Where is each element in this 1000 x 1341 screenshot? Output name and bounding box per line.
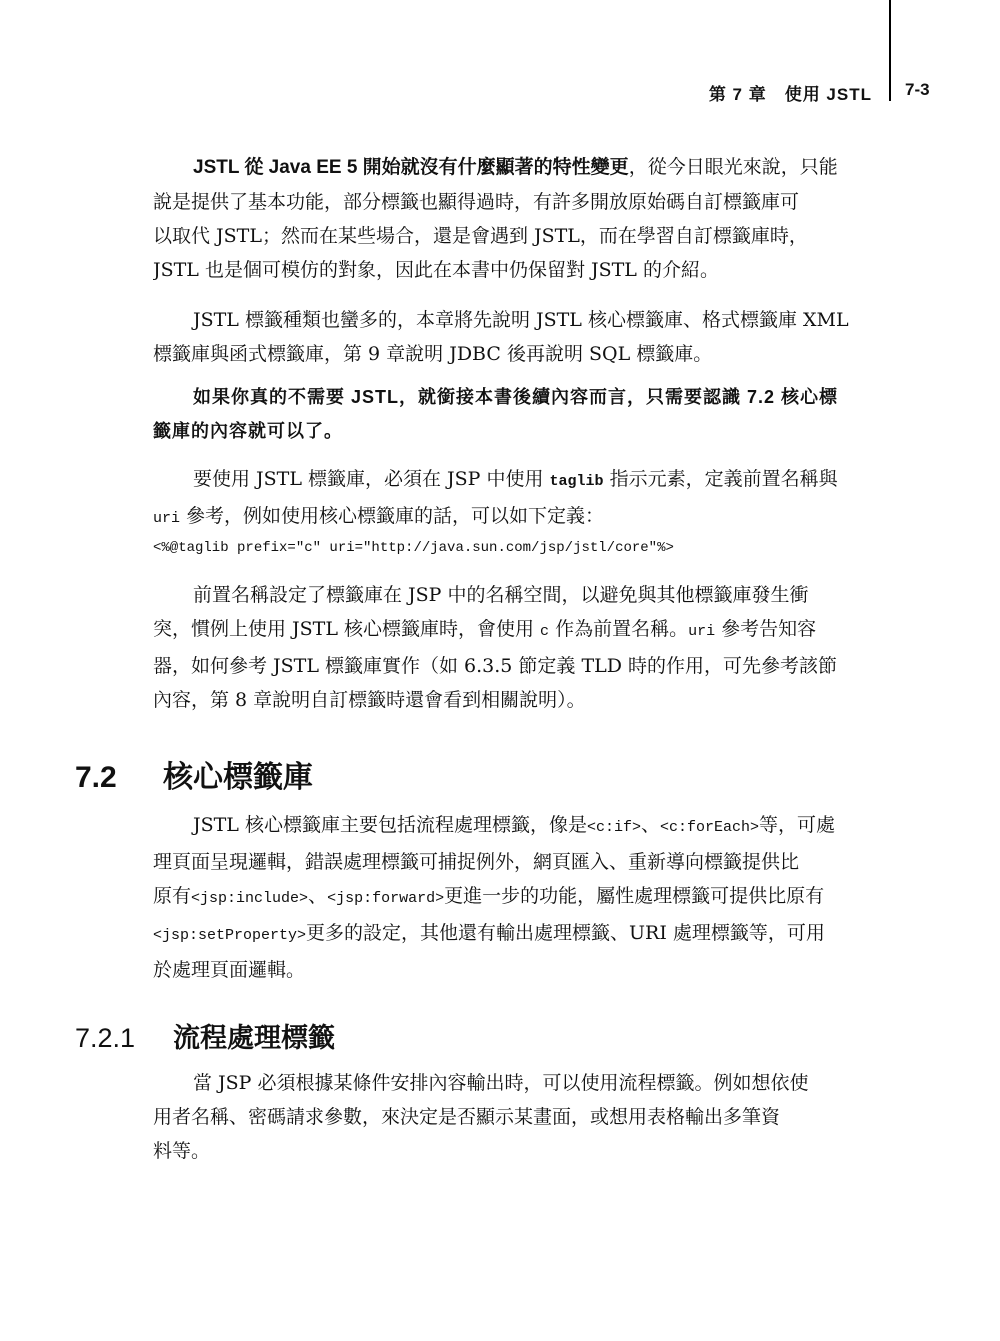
paragraph-text: 、 (308, 885, 328, 907)
note-line: 如果你真的不需要 JSTL，就銜接本書後續內容而言，只需要認識 7.2 核心標 (193, 387, 839, 407)
paragraph-line: 用者名稱、密碼請求參數，來決定是否顯示某畫面，或想用表格輸出多筆資 (153, 1106, 781, 1128)
paragraph-line: JSTL 標籤種類也蠻多的，本章將先說明 JSTL 核心標籤庫、格式標籤庫 XML (193, 309, 849, 331)
inline-code-c-if: <c:if> (586, 819, 641, 836)
paragraph-text: 原有 (153, 885, 192, 907)
paragraph-line: 當 JSP 必須根據某條件安排內容輸出時，可以使用流程標籤。例如想依使 (193, 1072, 809, 1094)
code-block-taglib-directive: <%@taglib prefix="c" uri="http://java.sun.com/jsp/jstl/core"%> (153, 540, 674, 556)
paragraph-taglib-usage (153, 462, 891, 536)
paragraph-line: 標籤庫與函式標籤庫，第 9 章說明 JDBC 後再說明 SQL 標籤庫。 (153, 343, 713, 365)
inline-code-taglib: taglib (549, 473, 604, 490)
paragraph-text: 更進一步的功能，屬性處理標籤可提供比原有 (444, 885, 825, 907)
running-title: 第 7 章 使用 JSTL (708, 85, 872, 104)
paragraph-intro-text: ，從今日眼光來說，只能 (628, 156, 838, 178)
paragraph-core-tags (153, 808, 891, 987)
paragraph-text: 要使用 JSTL 標籤庫，必須在 JSP 中使用 (193, 468, 550, 490)
paragraph-line: 理頁面呈現邏輯，錯誤處理標籤可捕捉例外，網頁匯入、重新導向標籤提供比 (153, 851, 800, 873)
paragraph-text: 、 (640, 814, 660, 836)
paragraph-line: 於處理頁面邏輯。 (153, 959, 306, 981)
inline-code-c-foreach: <c:forEach> (660, 819, 760, 836)
section-heading-7-2-1 (75, 1016, 335, 1055)
paragraph-text: 突，慣例上使用 JSTL 核心標籤庫時，會使用 (153, 618, 541, 640)
inline-code-jsp-include: <jsp:include> (191, 890, 309, 907)
section-heading-7-2 (75, 752, 313, 796)
note-line: 籤庫的內容就可以了。 (153, 421, 343, 441)
paragraph-text: 參考，例如使用核心標籤庫的話，可以如下定義： (180, 505, 605, 527)
paragraph-line: 說是提供了基本功能，部分標籤也顯得過時，有許多開放原始碼自訂標籤庫可 (153, 191, 800, 213)
inline-code-uri: uri (153, 510, 181, 527)
paragraph-text: JSTL 核心標籤庫主要包括流程處理標籤，像是 (193, 814, 587, 836)
section-title: 流程處理標籤 (173, 1023, 335, 1053)
paragraph-line: 內容，第 8 章說明自訂標籤時還會看到相關說明）。 (153, 689, 586, 711)
paragraph-prefix-explanation (153, 578, 891, 717)
paragraph-flow-tags (153, 1066, 891, 1168)
paragraph-text: 參考告知容 (715, 618, 817, 640)
paragraph-line: 以取代 JSTL；然而在某些場合，還是會遇到 JSTL，而在學習自訂標籤庫時， (153, 225, 808, 247)
inline-code-jsp-forward: <jsp:forward> (327, 890, 445, 907)
paragraph-text: 等，可處 (759, 814, 836, 836)
paragraph-intro-bold: JSTL 從 Java EE 5 開始就沒有什麼顯著的特性變更 (193, 157, 629, 178)
header-vertical-rule (889, 0, 891, 101)
paragraph-line: JSTL 也是個可模仿的對象，因此在本書中仍保留對 JSTL 的介紹。 (153, 259, 719, 281)
section-title: 核心標籤庫 (163, 761, 313, 794)
note-paragraph (153, 380, 891, 448)
section-number: 7.2 (75, 761, 117, 794)
paragraph-text: 更多的設定，其他還有輸出處理標籤、URI 處理標籤等，可用 (306, 922, 825, 944)
paragraph-tag-types (153, 303, 891, 371)
page-number: 7-3 (905, 80, 930, 99)
paragraph-line: 器，如何參考 JSTL 標籤庫實作（如 6.3.5 節定義 TLD 時的作用，可先參考該節 (153, 655, 838, 677)
paragraph-intro (153, 150, 891, 287)
inline-code-uri: uri (688, 623, 716, 640)
inline-code-c: c (540, 623, 550, 640)
paragraph-text: 指示元素，定義前置名稱與 (603, 468, 838, 490)
inline-code-jsp-setproperty: <jsp:setProperty> (153, 927, 307, 944)
paragraph-text: 作為前置名稱。 (549, 618, 689, 640)
section-number: 7.2.1 (75, 1023, 136, 1053)
paragraph-line: 料等。 (153, 1140, 211, 1162)
paragraph-line: 前置名稱設定了標籤庫在 JSP 中的名稱空間，以避免與其他標籤庫發生衝 (193, 584, 809, 606)
